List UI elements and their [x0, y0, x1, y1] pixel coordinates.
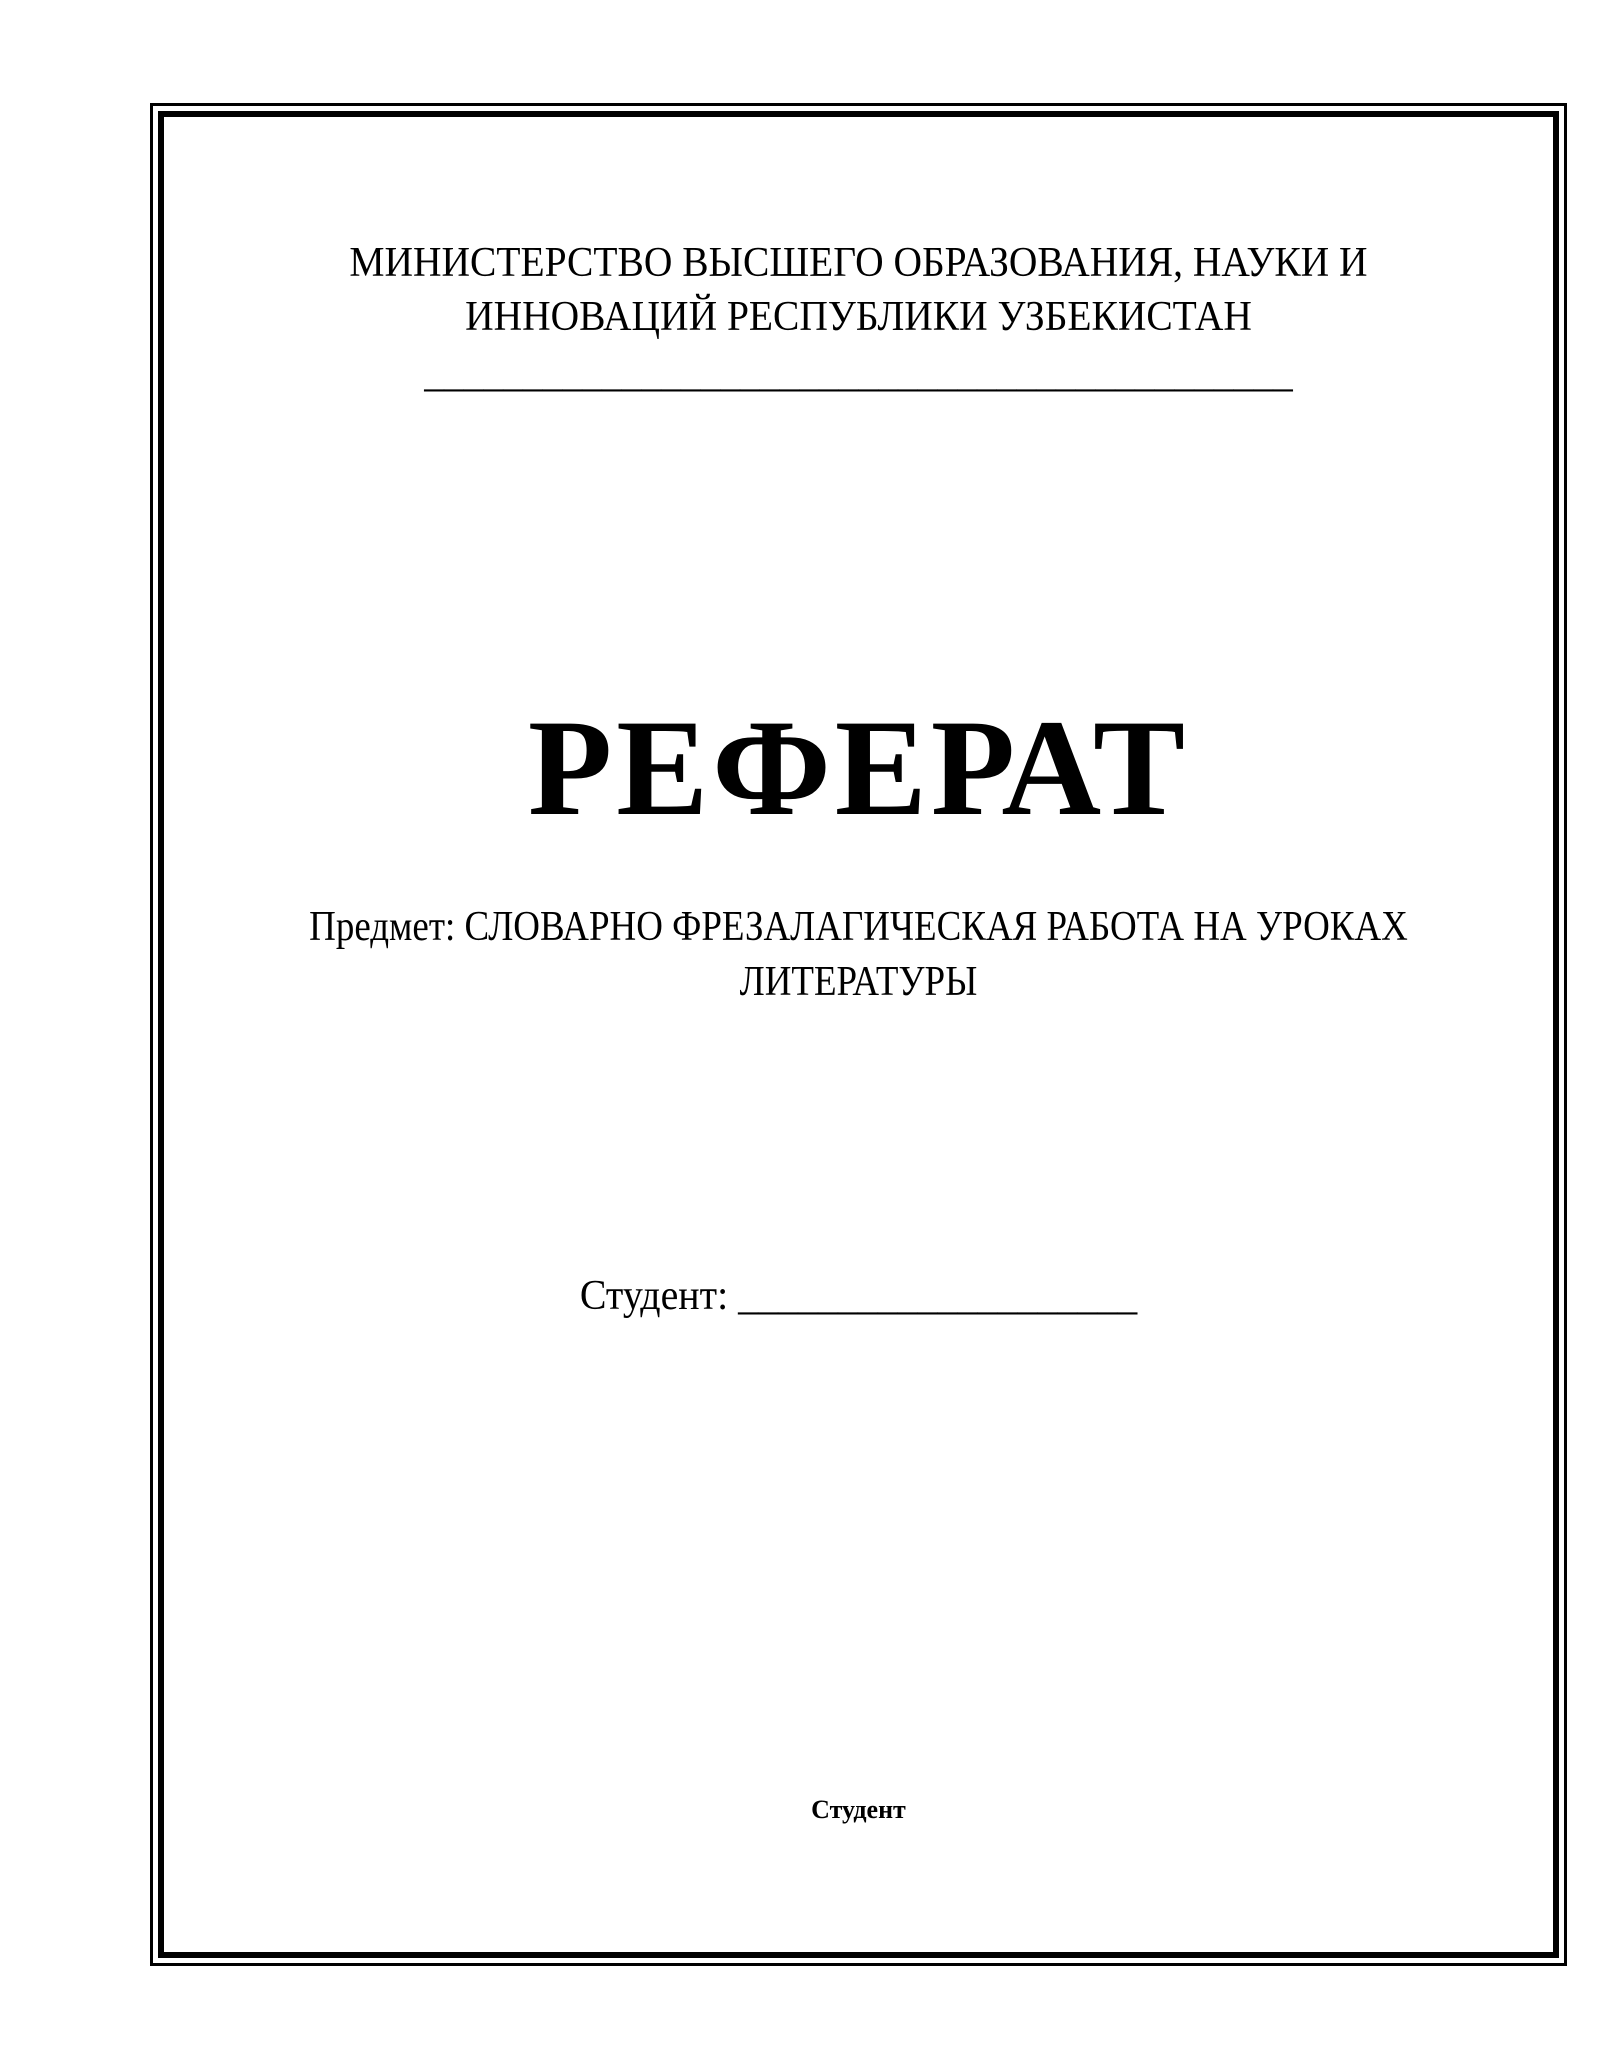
footer-student-label: Студент [811, 1795, 906, 1824]
subject-line-2: ЛИТЕРАТУРЫ [739, 959, 978, 1005]
title-page-content [150, 0, 1567, 2070]
student-signature-line [185, 1269, 1531, 1323]
ministry-heading [193, 236, 1525, 344]
subject-line-1: Предмет: СЛОВАРНО ФРЕЗАЛАГИЧЕСКАЯ РАБОТА НА УРОКАХ [309, 904, 1408, 950]
ministry-heading-line-1: МИНИСТЕРСТВО ВЫСШЕГО ОБРАЗОВАНИЯ, НАУКИ И [349, 240, 1368, 286]
student-label: Студент: [579, 1273, 729, 1319]
document-title: РЕФЕРАТ [527, 691, 1190, 844]
separator-underscore-line: ____________________________________________ [424, 350, 1293, 396]
student-blank-underscore-line: ____________________ [728, 1273, 1138, 1319]
ministry-heading-line-2: ИННОВАЦИЙ РЕСПУБЛИКИ УЗБЕКИСТАН [465, 294, 1252, 340]
subject-paragraph [235, 900, 1482, 1010]
